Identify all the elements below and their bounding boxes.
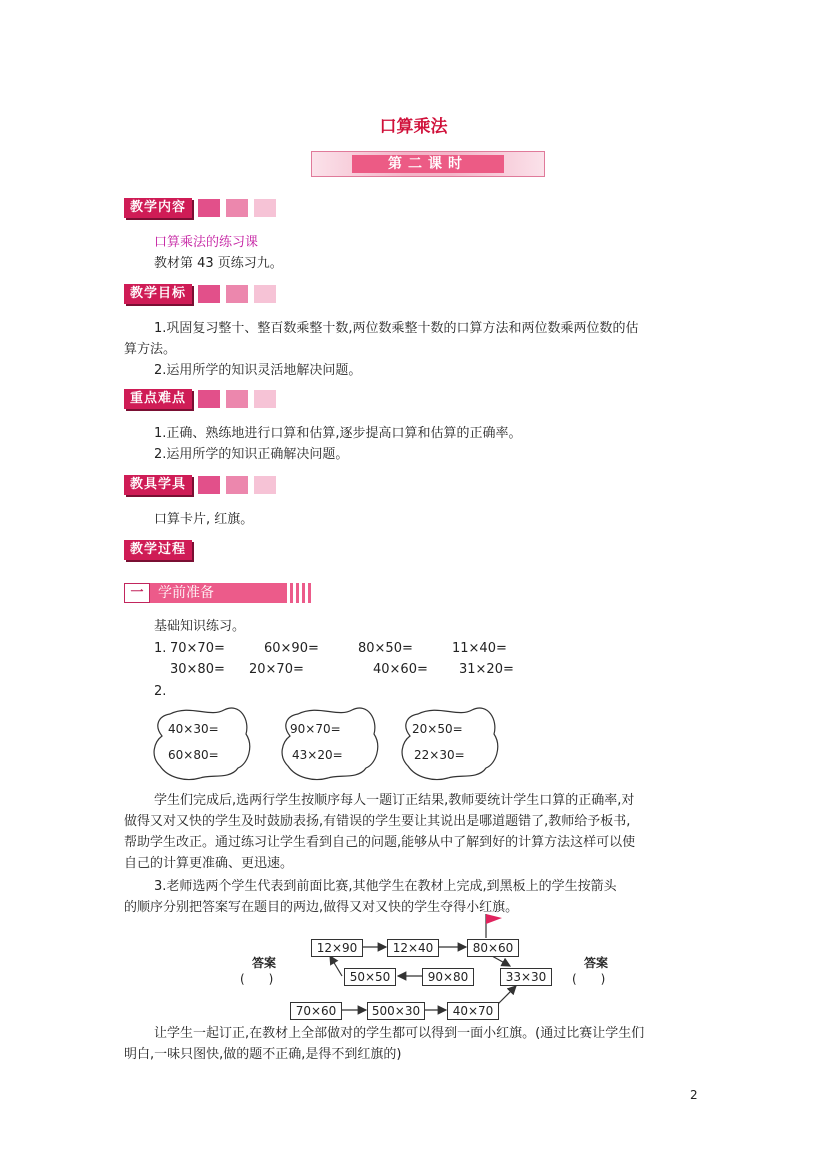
answer-label-left: 答案 [252,956,277,970]
cloud-shapes [150,704,550,782]
goals-text [124,318,704,381]
cloud-expr: 40×30= [168,722,219,736]
flag-icon [486,914,502,924]
section-key-header [124,389,276,409]
q1-item: 40×60= [373,662,428,677]
q1-item: 80×50= [358,641,413,656]
answer-paren-left: ( ) [240,972,274,986]
decor-square [254,199,276,217]
key-text [124,423,704,465]
paragraph-1 [124,790,704,874]
cloud-1 [154,708,250,779]
section-label: 教具学具 [124,475,192,495]
goals-line: 1.巩固复习整十、整百数乘整十数,两位数乘整十数的口算方法和两位数乘两位数的估 [154,321,639,336]
cloud-expr: 60×80= [168,748,219,762]
decor-square [226,476,248,494]
race-box: 33×30 [500,968,552,986]
tools-line: 口算卡片, 红旗。 [154,512,254,527]
section-label: 教学过程 [124,540,192,560]
content-text [124,232,704,274]
lesson-banner [311,151,545,177]
section-label: 重点难点 [124,389,192,409]
section-label: 教学目标 [124,284,192,304]
para-line: 的顺序分别把答案写在题目的两边,做得又对又快的学生夺得小红旗。 [124,900,519,915]
section-label: 教学内容 [124,198,192,218]
content-line: 口算乘法的练习课 [154,235,259,250]
page-title: 口算乘法 [379,117,448,137]
q1-item: 70×70= [170,641,225,656]
race-box: 50×50 [344,968,396,986]
goals-line: 算方法。 [124,342,177,357]
answer-label-right: 答案 [584,956,609,970]
q1-label: 1. [154,641,167,656]
para-line: 学生们完成后,选两行学生按顺序每人一题订正结果,教师要统计学生口算的正确率,对 [154,793,635,808]
decor-square [226,285,248,303]
q1-item: 11×40= [452,641,507,656]
race-box: 12×90 [311,939,363,957]
q1-item: 31×20= [459,662,514,677]
race-box: 12×40 [387,939,439,957]
cloud-2 [282,708,378,779]
cloud-expr: 20×50= [412,722,463,736]
decor-square [254,285,276,303]
tools-text [124,509,704,530]
cloud-expr: 43×20= [292,748,343,762]
decor-square [226,199,248,217]
decor-square [254,476,276,494]
section-goals-header [124,284,276,304]
race-box: 500×30 [367,1002,425,1020]
practice-intro-line: 基础知识练习。 [154,619,246,634]
page-number: 2 [690,1088,698,1102]
lesson-banner-text: 第二课时 [352,155,504,173]
step-bar [124,583,314,603]
para-line: 做得又对又快的学生及时鼓励表扬,有错误的学生要让其说出是哪道题错了,教师给予板书, [124,814,631,829]
practice-intro [124,616,704,637]
para-line: 3.老师选两个学生代表到前面比赛,其他学生在教材上完成,到黑板上的学生按箭头 [154,879,617,894]
race-box: 80×60 [467,939,519,957]
q1-item: 20×70= [249,662,304,677]
decor-square [198,390,220,408]
decor-square [254,390,276,408]
key-line: 1.正确、熟练地进行口算和估算,逐步提高口算和估算的正确率。 [154,426,522,441]
decor-square [198,285,220,303]
race-box: 40×70 [447,1002,499,1020]
cloud-3 [402,708,498,779]
q2-label: 2. [154,684,167,699]
paragraph-3 [124,1023,704,1065]
section-content-header [124,198,276,218]
decor-square [198,476,220,494]
q1-item: 30×80= [170,662,225,677]
content-line: 教材第 43 页练习九。 [154,256,283,271]
para-line: 自己的计算更准确、更迅速。 [124,856,294,871]
q1-item: 60×90= [264,641,319,656]
decor-square [198,199,220,217]
step-number: 一 [124,583,150,603]
race-box: 90×80 [422,968,474,986]
key-line: 2.运用所学的知识正确解决问题。 [154,447,349,462]
decor-square [226,390,248,408]
para-line: 让学生一起订正,在教材上全部做对的学生都可以得到一面小红旗。(通过比赛让学生们 [154,1026,645,1041]
section-process-header [124,540,192,560]
para-line: 明白,一味只图快,做的题不正确,是得不到红旗的) [124,1047,402,1062]
step-name: 学前准备 [150,583,284,603]
answer-paren-right: ( ) [572,972,606,986]
step-decor [284,583,314,603]
goals-line: 2.运用所学的知识灵活地解决问题。 [154,363,362,378]
race-box: 70×60 [290,1002,342,1020]
cloud-expr: 22×30= [414,748,465,762]
para-line: 帮助学生改正。通过练习让学生看到自己的问题,能够从中了解到好的计算方法这样可以使 [124,835,636,850]
cloud-expr: 90×70= [290,722,341,736]
section-tools-header [124,475,276,495]
